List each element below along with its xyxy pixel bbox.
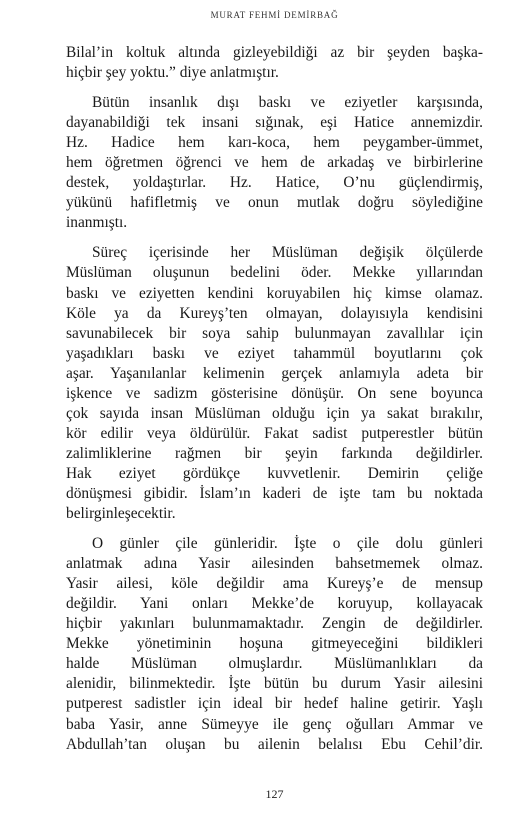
text-line: yükünü hafifletmiş ve onun mutlak doğru söylediğine xyxy=(66,194,483,212)
text-line: halde Müslüman olmuşlardır. Müslümanlıkları da xyxy=(66,655,483,673)
text-line: hiçbir yakınları bulunmamaktadır. Zengin de değildirler. xyxy=(66,615,483,633)
text-line: dönüşmesi gibidir. İslam’ın kaderi de işte tam bu noktada xyxy=(66,484,483,502)
text-line: alenidir, bilinmektedir. İşte bütün bu durum Yasir ailesini xyxy=(66,675,483,693)
paragraph xyxy=(66,243,483,524)
text-line: Köle ya da Kureyş’ten olmayan, dolayısıyla kendisini xyxy=(66,304,483,322)
text-line: Abdullah’tan oluşan bu ailenin belalısı Ebu Cehil’dir. xyxy=(66,735,483,753)
body-text xyxy=(66,43,483,755)
text-line: putperest sadistler için ideal bir hedef haline getirir. Yaşlı xyxy=(66,695,483,713)
text-line: değildir. Yani onları Mekke’de koruyup, kollayacak xyxy=(66,595,483,613)
page-number: 127 xyxy=(265,787,284,801)
text-line: aşar. Yaşanılanlar kelimenin gerçek anlamıyla adeta bir xyxy=(66,364,483,382)
text-line: yaşadıkları baskı ve eziyet tahammül boyutlarını çok xyxy=(66,344,483,362)
text-line: işkence ve sadizm gösterisine dönüşür. On sene boyunca xyxy=(66,384,483,402)
text-line: hiçbir şey yoktu.” diye anlatmıştır. xyxy=(66,64,279,82)
text-line: Hak eziyet gördükçe kuvvetlenir. Demirin çeliğe xyxy=(66,464,483,482)
text-line: Bütün insanlık dışı baskı ve eziyetler karşısında, xyxy=(92,94,483,112)
text-line: Hz. Hadice hem karı-koca, hem peygamber-ümmet, xyxy=(66,134,483,152)
text-line: baba Yasir, anne Sümeyye ile genç oğulları Ammar ve xyxy=(66,715,483,733)
text-line: hem öğretmen öğrenci ve hem de arkadaş ve birbirlerine xyxy=(66,154,483,172)
paragraph xyxy=(66,43,483,83)
text-line: savunabilecek bir soya sahip bulunmayan zavallılar için xyxy=(66,324,483,342)
book-page xyxy=(66,0,483,827)
text-line: Mekke yönetiminin hoşuna gitmeyeceğini bildikleri xyxy=(66,635,483,653)
running-header: MURAT FEHMİ DEMİRBAĞ xyxy=(210,10,339,20)
text-line: Süreç içerisinde her Müslüman değişik ölçülerde xyxy=(92,244,483,262)
text-line: Yasir ailesi, köle değildir ama Kureyş’e de mensup xyxy=(66,575,483,593)
text-line: inanmıştı. xyxy=(66,214,128,232)
text-line: Müslüman oluşunun bedelini öder. Mekke yıllarından xyxy=(66,264,483,282)
paragraph xyxy=(66,534,483,755)
text-line: zalimliklerine rağmen bir şeyin farkında değildirler. xyxy=(66,444,483,462)
text-line: belirginleşecektir. xyxy=(66,505,176,523)
text-line: Bilal’in koltuk altında gizleyebildiği az bir şeyden başka- xyxy=(66,44,483,61)
text-line: baskı ve eziyetten kendini koruyabilen hiç kimse olamaz. xyxy=(66,284,483,302)
text-line: destek, yoldaştırlar. Hz. Hatice, O’nu güçlendirmiş, xyxy=(66,174,483,192)
text-line: kör edilir veya öldürülür. Fakat sadist putperestler bütün xyxy=(66,424,483,442)
text-line: dayanabildiği tek insani sığınak, eşi Hatice annemizdir. xyxy=(66,114,483,132)
text-line: çok sayıda insan Müslüman olduğu için ya sakat bırakılır, xyxy=(66,404,483,422)
text-line: O günler çile günleridir. İşte o çile dolu günleri xyxy=(92,535,483,553)
text-line: anlatmak adına Yasir ailesinden bahsetmemek olmaz. xyxy=(66,555,483,573)
paragraph xyxy=(66,93,483,233)
